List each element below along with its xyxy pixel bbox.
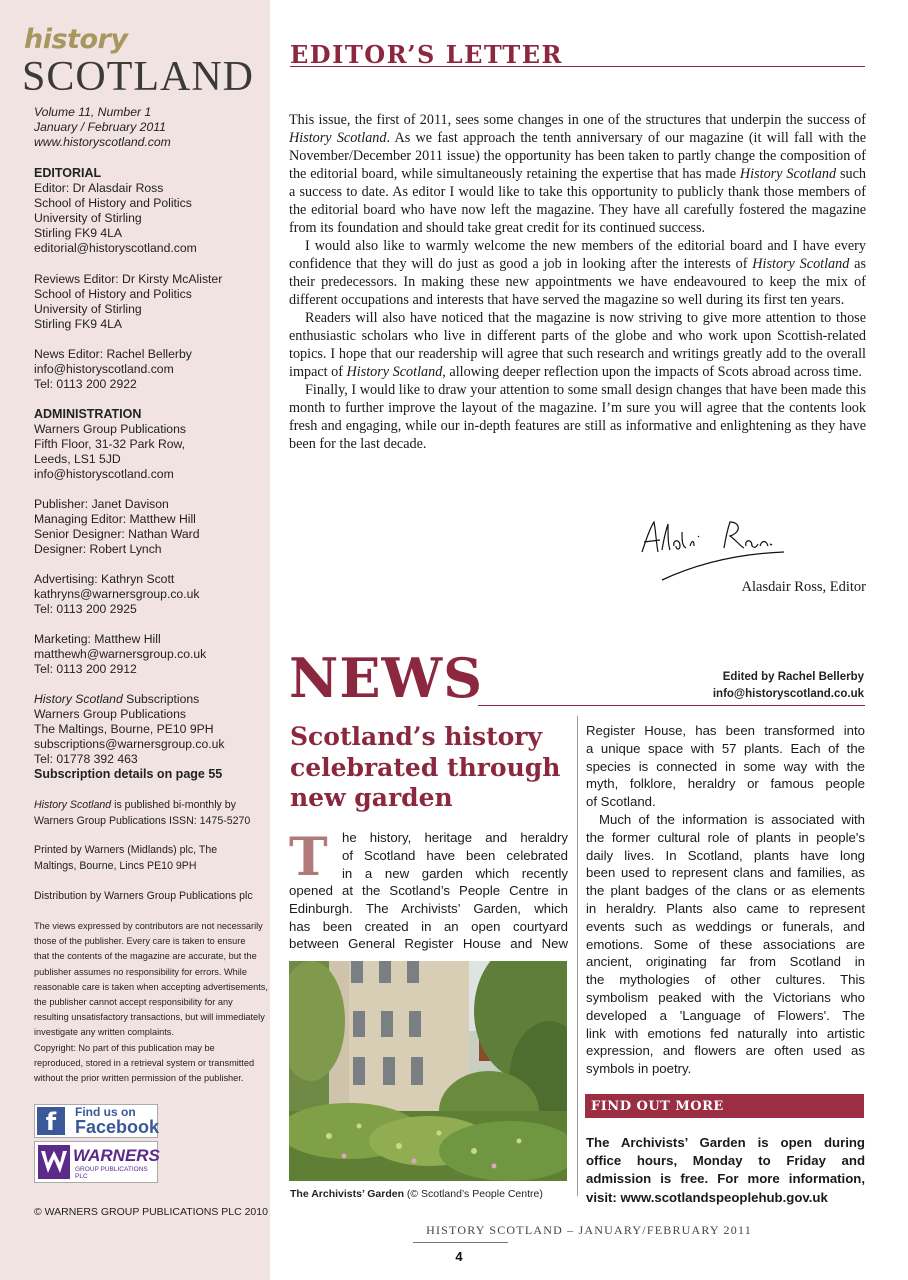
marketing: Marketing: Matthew Hill (34, 632, 161, 646)
subscriptions-block (34, 692, 264, 782)
editorial-heading: EDITORIAL (34, 166, 102, 180)
article-line: events such as weddings or funerals, and (586, 918, 865, 934)
disclaimer-line: without the prior written permission of the publisher. (34, 1073, 244, 1084)
admin-addr1: Fifth Floor, 31-32 Park Row, (34, 437, 186, 451)
subs-email: subscriptions@warnersgroup.co.uk (34, 737, 225, 751)
news-editor: News Editor: Rachel Bellerby (34, 347, 192, 361)
find-out-more-label: FIND OUT MORE (591, 1099, 724, 1114)
issue-date: January / February 2011 (34, 120, 166, 134)
printed-block (34, 843, 264, 874)
warners-wordmark: WARNERS (73, 1146, 160, 1165)
disclaimer-line: investigate any written complaints. (34, 1027, 174, 1038)
col1-full (289, 882, 568, 953)
news-title: NEWS (289, 646, 484, 710)
distribution: Distribution by Warners Group Publications plc (34, 890, 253, 902)
fom-line: The Archivists’ Garden is open during (586, 1135, 865, 1150)
article-line: Edinburgh. The Archivists’ Garden, which (289, 900, 568, 916)
publisher: Publisher: Janet Davison (34, 497, 169, 511)
news-edited-by: Edited by Rachel Bellerby (722, 671, 864, 683)
drop-cap: T (289, 827, 328, 888)
find-out-more-banner (585, 1094, 864, 1118)
printed-line1: Printed by Warners (Midlands) plc, The (34, 844, 218, 856)
article-line: symbols in poetry. (586, 1061, 692, 1077)
disclaimer-line: The views expressed by contributors are not necessarily (34, 921, 263, 931)
news-rule (478, 705, 865, 706)
article-line: the former cultural role of plants in people's (586, 829, 865, 845)
article-line: Much of the information is associated with (599, 812, 865, 827)
article-line: link with emotions fed naturally into artistic (586, 1025, 865, 1041)
logo-scotland: SCOTLAND (22, 54, 255, 100)
disclaimer-line: resulting unsatisfactory transactions, but will immediately (34, 1012, 265, 1023)
article-line: expression, and flowers are often used as (586, 1043, 865, 1059)
warners-sub: GROUP PUBLICATIONS PLC (75, 1166, 148, 1180)
staff-block (34, 497, 264, 557)
news-edited-email: info@historyscotland.co.uk (712, 688, 864, 700)
footer-rule (413, 1242, 508, 1243)
article-line: has been created in an open courtyard (289, 918, 568, 934)
advertising-email: kathryns@warnersgroup.co.uk (34, 587, 200, 601)
article-line: of Scotland. (586, 794, 656, 810)
disclaimer-line: Copyright: No part of this publication may be (34, 1042, 215, 1053)
article-line: myth, folklore, heraldry or famous people (586, 776, 865, 792)
col1-indented (342, 829, 568, 882)
news-headline (290, 722, 570, 814)
facebook-icon: f (37, 1107, 65, 1135)
disclaimer-line: publisher assumes no responsibility for errors. While (34, 966, 247, 977)
article-line: a unique space with 57 plants. Each of the (586, 740, 865, 756)
managing-editor: Managing Editor: Matthew Hill (34, 512, 196, 526)
advertising: Advertising: Kathryn Scott (34, 572, 175, 586)
article-line: in heraldry. Plants also came to represent (586, 900, 865, 916)
editors-letter-body (289, 111, 866, 453)
letter-paragraph: Finally, I would like to draw your attention to some small design changes that have been made this month to further improve the layout of the magazine. I’m sure you will agree that the contents look fresh and engaging, while our in-depth features are still as informative and enlightening as they have been for the last decade. (289, 382, 866, 452)
subs-title: History Scotland Subscriptions (34, 692, 200, 706)
article-line: been used to represent clans and families, as (586, 865, 865, 881)
website: www.historyscotland.com (34, 135, 171, 149)
admin-addr2: Leeds, LS1 5JD (34, 452, 121, 466)
distribution-block (34, 889, 264, 905)
advertising-block (34, 572, 264, 617)
column-divider (577, 716, 578, 1196)
printed-line2: Maltings, Bourne, Lincs PE10 9PH (34, 859, 197, 872)
col2-para2 (586, 811, 865, 1078)
subs-company: Warners Group Publications (34, 707, 186, 721)
letter-paragraph: This issue, the first of 2011, sees some changes in one of the structures that underpin the success of History Scotland. As we fast approach the tenth anniversary of our magazine (it will fall with the November/December 2011 issue) the opportunity has been taken to partly change the composition of the editorial board, while simultaneously retaining the expertise that has made History Scotland such a success to date. As editor I would like to take this opportunity to publicly thank those members of the editorial board who have now left the magazine. They have all carefully fostered the magazine from its foundation and should take great credit for its continued success. (289, 112, 867, 236)
article-line: he history, heritage and heraldry (342, 830, 568, 845)
article-line: species is connected in some way with the (586, 758, 865, 774)
find-out-more-body (586, 1134, 865, 1207)
editors-letter-rule (290, 66, 865, 67)
article-line: developed a 'Language of Flowers'. The (586, 1007, 865, 1023)
letter-paragraph: Readers will also have noticed that the magazine is now striving to give more attention to those enthusiastic scholars who live in different parts of the globe and who work upon Scottish-related topics. I hope that our readership will agree that such research and writings greatly add to the overall impact of History Scotland, allowing deeper reflection upon the impacts of Scots abroad across time. (289, 310, 866, 380)
article-line: between General Register House and New (289, 936, 568, 952)
facebook-badge[interactable] (34, 1104, 158, 1138)
published-line1: History Scotland is published bi-monthly by (34, 799, 236, 811)
admin-heading: ADMINISTRATION (34, 407, 142, 421)
editorial-block (34, 166, 264, 256)
reviews-dept: School of History and Politics (34, 287, 192, 301)
editor-dept: School of History and Politics (34, 196, 192, 210)
disclaimer-line: the publisher cannot accept responsibility for any (34, 997, 233, 1008)
disclaimer-block (34, 919, 268, 1086)
headline-line: new garden (290, 783, 453, 812)
fom-line: office hours, Monday to Friday and (586, 1153, 865, 1169)
warners-emblem-icon (38, 1145, 70, 1179)
administration-block (34, 407, 264, 482)
subs-tel: Tel: 01778 392 463 (34, 752, 138, 766)
designer: Designer: Robert Lynch (34, 542, 162, 556)
copyright: © WARNERS GROUP PUBLICATIONS PLC 2010 (34, 1206, 268, 1218)
editor-postcode: Stirling FK9 4LA (34, 226, 123, 240)
garden-photo (289, 961, 567, 1181)
warners-logo (34, 1141, 158, 1183)
fom-line: admission is free. For more information, (586, 1171, 865, 1187)
facebook-line2: Facebook (75, 1117, 160, 1137)
headline-line: celebrated through (290, 752, 561, 782)
article-line: of Scotland have been celebrated (342, 847, 568, 863)
article-line: in a new garden which recently (342, 865, 568, 881)
article-line: symbolism peaked with the Victorians who (586, 989, 865, 1005)
logo-history: history (24, 24, 128, 55)
disclaimer-line: reproduced, stored in a retrieval system or transmitted (34, 1057, 255, 1068)
volume: Volume 11, Number 1 (34, 105, 152, 119)
article-line: ancient, originating far from Scotland in (586, 954, 865, 970)
news-tel: Tel: 0113 200 2922 (34, 377, 137, 391)
disclaimer-line: that the contents of the magazine are accurate, but the (34, 951, 257, 962)
published-line2: Warners Group Publications ISSN: 1475-5270 (34, 814, 251, 827)
editor: Editor: Dr Alasdair Ross (34, 181, 164, 195)
page-number: 4 (455, 1249, 463, 1264)
article-line: the mythologies of other cultures. This (586, 972, 865, 988)
article-line: opened at the Scotland’s People Centre in (289, 883, 568, 898)
fom-line: visit: www.scotlandspeoplehub.gov.uk (586, 1189, 828, 1205)
news-editor-block (34, 347, 264, 392)
editors-letter-title: EDITOR’S LETTER (290, 40, 563, 69)
issue-info (34, 105, 264, 150)
marketing-email: matthewh@warnersgroup.co.uk (34, 647, 207, 661)
article-line: the plant badges of the clans or as elements (586, 883, 865, 899)
disclaimer-line: reasonable care is taken when accepting advertisements, (34, 981, 268, 992)
reviews-block (34, 272, 264, 332)
published-block (34, 798, 264, 829)
running-footer: HISTORY SCOTLAND – JANUARY/FEBRUARY 2011 (426, 1223, 752, 1237)
editor-email: editorial@historyscotland.com (34, 241, 197, 255)
news-email: info@historyscotland.com (34, 362, 174, 376)
subs-details: Subscription details on page 55 (34, 767, 223, 781)
advertising-tel: Tel: 0113 200 2925 (34, 602, 137, 616)
article-line: daily lives. In Scotland, plants have long (586, 847, 865, 863)
letter-paragraph: I would also like to warmly welcome the new members of the editorial board and I have every confidence that they will do just as good a job in looking after the interests of History Scotland as their predecessors. In making these new appointments we have endeavoured to keep the mix of different occupations and interests that have served the magazine so well during its first ten years. (289, 238, 866, 308)
marketing-block (34, 632, 264, 677)
article-line: emotions. Some of these associations are (586, 936, 865, 952)
article-line: Register House, has been transformed into (586, 723, 865, 738)
headline-line: Scotland’s history (290, 722, 543, 751)
senior-designer: Senior Designer: Nathan Ward (34, 527, 200, 541)
reviews-uni: University of Stirling (34, 302, 142, 316)
facebook-line1: Find us on (75, 1105, 136, 1119)
reviews-editor: Reviews Editor: Dr Kirsty McAlister (34, 272, 223, 286)
signature-name: Alasdair Ross, Editor (741, 579, 866, 595)
photo-caption: The Archivists’ Garden (© Scotland’s People Centre) (290, 1188, 543, 1200)
masthead-sidebar (0, 0, 270, 1280)
marketing-tel: Tel: 0113 200 2912 (34, 662, 137, 676)
admin-company: Warners Group Publications (34, 422, 186, 436)
reviews-postcode: Stirling FK9 4LA (34, 317, 123, 331)
disclaimer-line: those of the publisher. Every care is taken to ensure (34, 936, 246, 947)
editor-uni: University of Stirling (34, 211, 142, 225)
subs-addr: The Maltings, Bourne, PE10 9PH (34, 722, 214, 736)
admin-email: info@historyscotland.com (34, 467, 174, 481)
col2-para1 (586, 722, 865, 811)
